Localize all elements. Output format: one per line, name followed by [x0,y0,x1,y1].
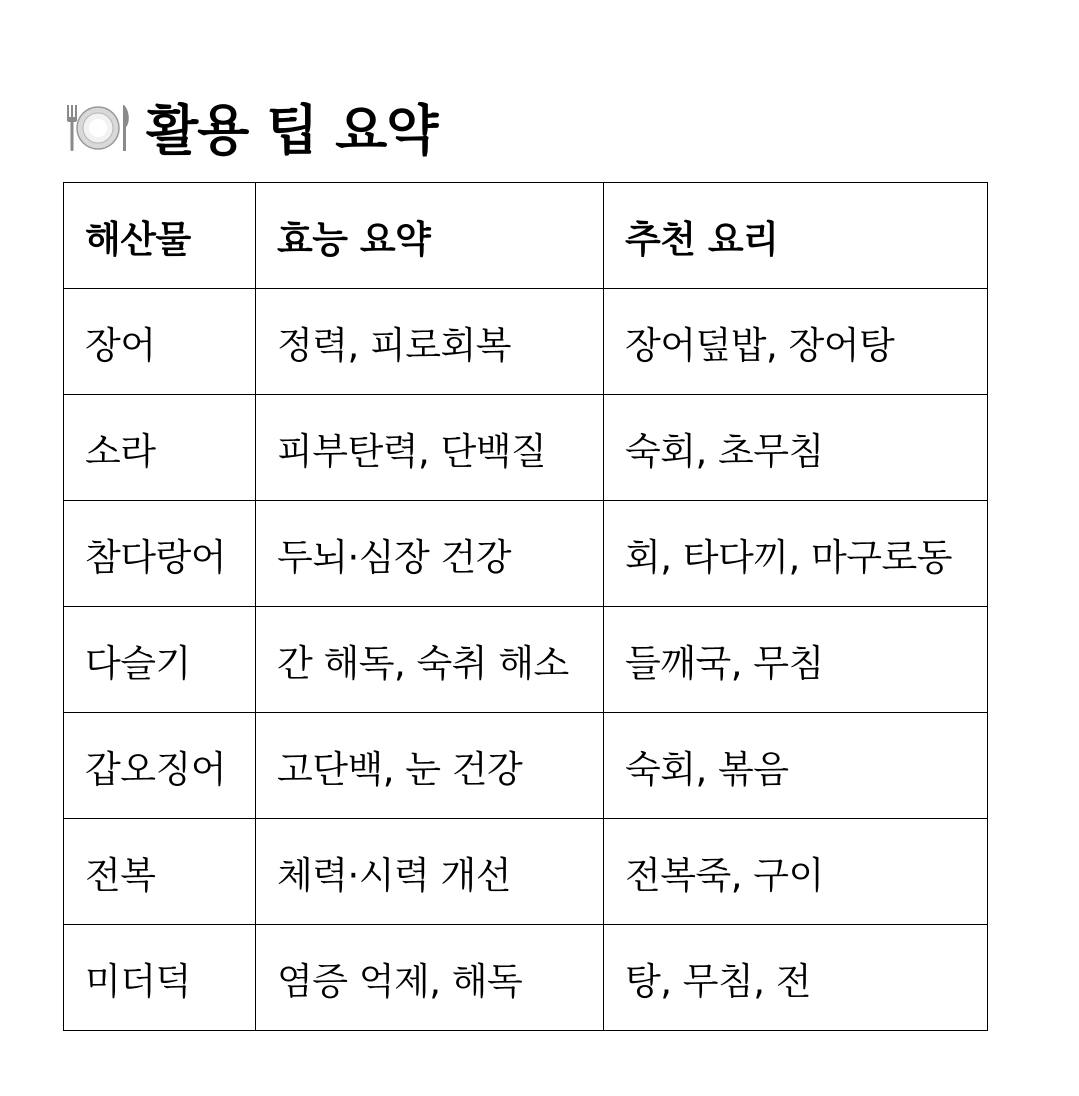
cell-dishes: 들깨국, 무침 [604,607,988,713]
cell-seafood: 다슬기 [64,607,256,713]
cell-dishes: 장어덮밥, 장어탕 [604,289,988,395]
column-header-benefits: 효능 요약 [256,183,604,289]
cell-benefits: 체력·시력 개선 [256,819,604,925]
cell-benefits: 고단백, 눈 건강 [256,713,604,819]
cell-benefits: 두뇌·심장 건강 [256,501,604,607]
cell-benefits: 간 해독, 숙취 해소 [256,607,604,713]
cell-dishes: 회, 타다끼, 마구로동 [604,501,988,607]
column-header-seafood: 해산물 [64,183,256,289]
cell-benefits: 정력, 피로회복 [256,289,604,395]
page-title: 활용 팁 요약 [146,99,438,163]
table-row [64,607,988,713]
cell-benefits: 피부탄력, 단백질 [256,395,604,501]
cell-seafood: 소라 [64,395,256,501]
table-row [64,819,988,925]
cell-dishes: 숙회, 초무침 [604,395,988,501]
cell-benefits: 염증 억제, 해독 [256,925,604,1031]
plate-with-cutlery-icon [64,99,132,155]
column-header-dishes: 추천 요리 [604,183,988,289]
cell-seafood: 갑오징어 [64,713,256,819]
seafood-summary-table [63,182,988,1031]
cell-seafood: 장어 [64,289,256,395]
cell-dishes: 전복죽, 구이 [604,819,988,925]
table-row [64,925,988,1031]
table-row [64,713,988,819]
table-header-row [64,183,988,289]
cell-seafood: 전복 [64,819,256,925]
cell-dishes: 탕, 무침, 전 [604,925,988,1031]
section-heading [64,87,437,167]
cell-dishes: 숙회, 볶음 [604,713,988,819]
cell-seafood: 미더덕 [64,925,256,1031]
table-row [64,395,988,501]
table-row [64,501,988,607]
cell-seafood: 참다랑어 [64,501,256,607]
table-row [64,289,988,395]
